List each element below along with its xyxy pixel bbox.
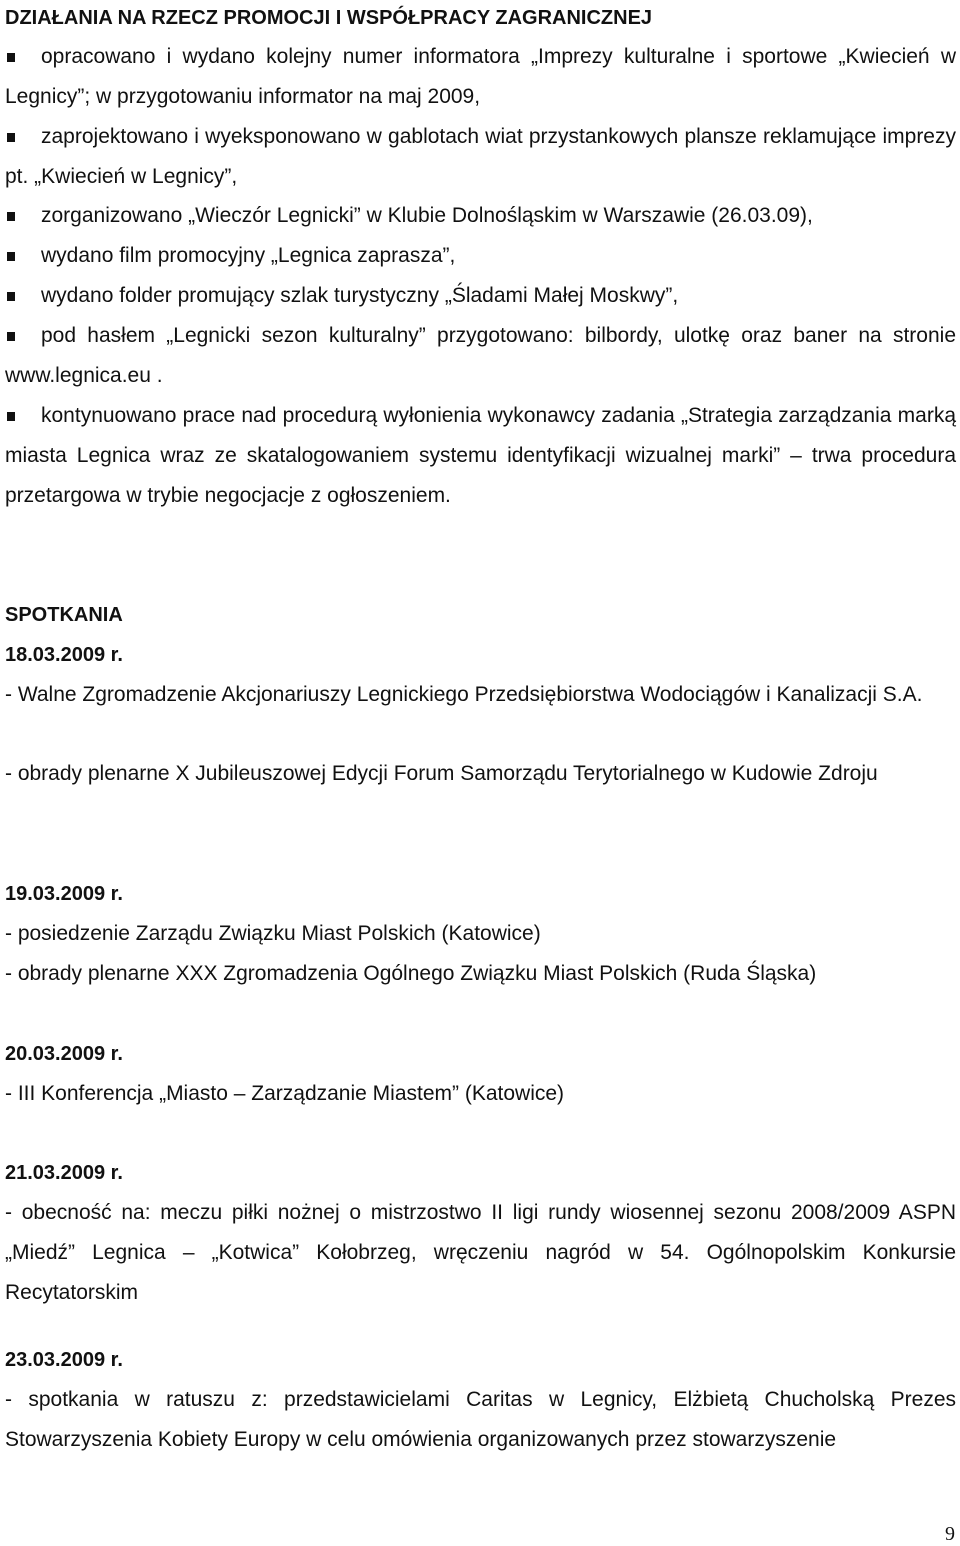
bullet-square-icon <box>5 117 41 157</box>
bullet-item: opracowano i wydano kolejny numer informatora „Imprezy kulturalne i sportowe „Kwiecień w Legnicy”; w przygotowaniu informator na maj 2009, <box>5 37 956 117</box>
meeting-item: - obrady plenarne X Jubileuszowej Edycji Forum Samorządu Terytorialnego w Kudowie Zdroju <box>5 762 878 785</box>
bullet-square-icon <box>5 316 41 356</box>
meeting-item: - obrady plenarne XXX Zgromadzenia Ogólnego Związku Miast Polskich (Ruda Śląska) <box>5 962 817 985</box>
meeting-item: - posiedzenie Zarządu Związku Miast Polskich (Katowice) <box>5 922 541 945</box>
bullet-item: zorganizowano „Wieczór Legnicki” w Klubie Dolnośląskim w Warszawie (26.03.09), <box>5 196 956 236</box>
meeting-date: 20.03.2009 r. <box>5 1043 123 1065</box>
bullet-item: kontynuowano prace nad procedurą wyłonienia wykonawcy zadania „Strategia zarządzania marką miasta Legnica wraz ze skatalogowaniem systemu identyfikacji wizualnej marki” – trwa procedura przetargowa w trybie negocjacje z ogłoszeniem. <box>5 396 956 515</box>
bullet-square-icon <box>5 236 41 276</box>
meeting-item: - III Konferencja „Miasto – Zarządzanie Miastem” (Katowice) <box>5 1082 565 1105</box>
meeting-date: 18.03.2009 r. <box>5 644 123 666</box>
page-number: 9 <box>945 1523 955 1545</box>
section-title: DZIAŁANIA NA RZECZ PROMOCJI I WSPÓŁPRACY ZAGRANICZNEJ <box>5 7 653 29</box>
bullet-square-icon <box>5 276 41 316</box>
bullet-item: wydano folder promujący szlak turystyczny „Śladami Małej Moskwy”, <box>5 276 956 316</box>
meeting-date: 21.03.2009 r. <box>5 1162 123 1184</box>
bullet-item: zaprojektowano i wyeksponowano w gablotach wiat przystankowych plansze reklamujące imprezy pt. „Kwiecień w Legnicy”, <box>5 117 956 197</box>
bullet-square-icon <box>5 37 41 77</box>
meeting-date: 23.03.2009 r. <box>5 1349 123 1371</box>
meetings-title: SPOTKANIA <box>5 604 123 626</box>
meeting-item: - spotkania w ratuszu z: przedstawicielami Caritas w Legnicy, Elżbietą Chucholską Prezes Stowarzyszenia Kobiety Europy w celu omówienia organizowanych przez stowarzyszenie <box>5 1388 956 1451</box>
meeting-date: 19.03.2009 r. <box>5 883 123 905</box>
meeting-item: - Walne Zgromadzenie Akcjonariuszy Legnickiego Przedsiębiorstwa Wodociągów i Kanalizacji S.A. <box>5 683 923 706</box>
bullet-item: pod hasłem „Legnicki sezon kulturalny” przygotowano: bilbordy, ulotkę oraz baner na stronie www.legnica.eu . <box>5 316 956 396</box>
bullet-square-icon <box>5 396 41 436</box>
bullet-item: wydano film promocyjny „Legnica zaprasza”, <box>5 236 956 276</box>
meeting-item: - obecność na: meczu piłki nożnej o mistrzostwo II ligi rundy wiosennej sezonu 2008/2009 ASPN „Miedź” Legnica – „Kotwica” Kołobrzeg, wręczeniu nagród w 54. Ogólnopolskim Konkursie Recytatorskim <box>5 1201 956 1304</box>
bullet-square-icon <box>5 196 41 236</box>
